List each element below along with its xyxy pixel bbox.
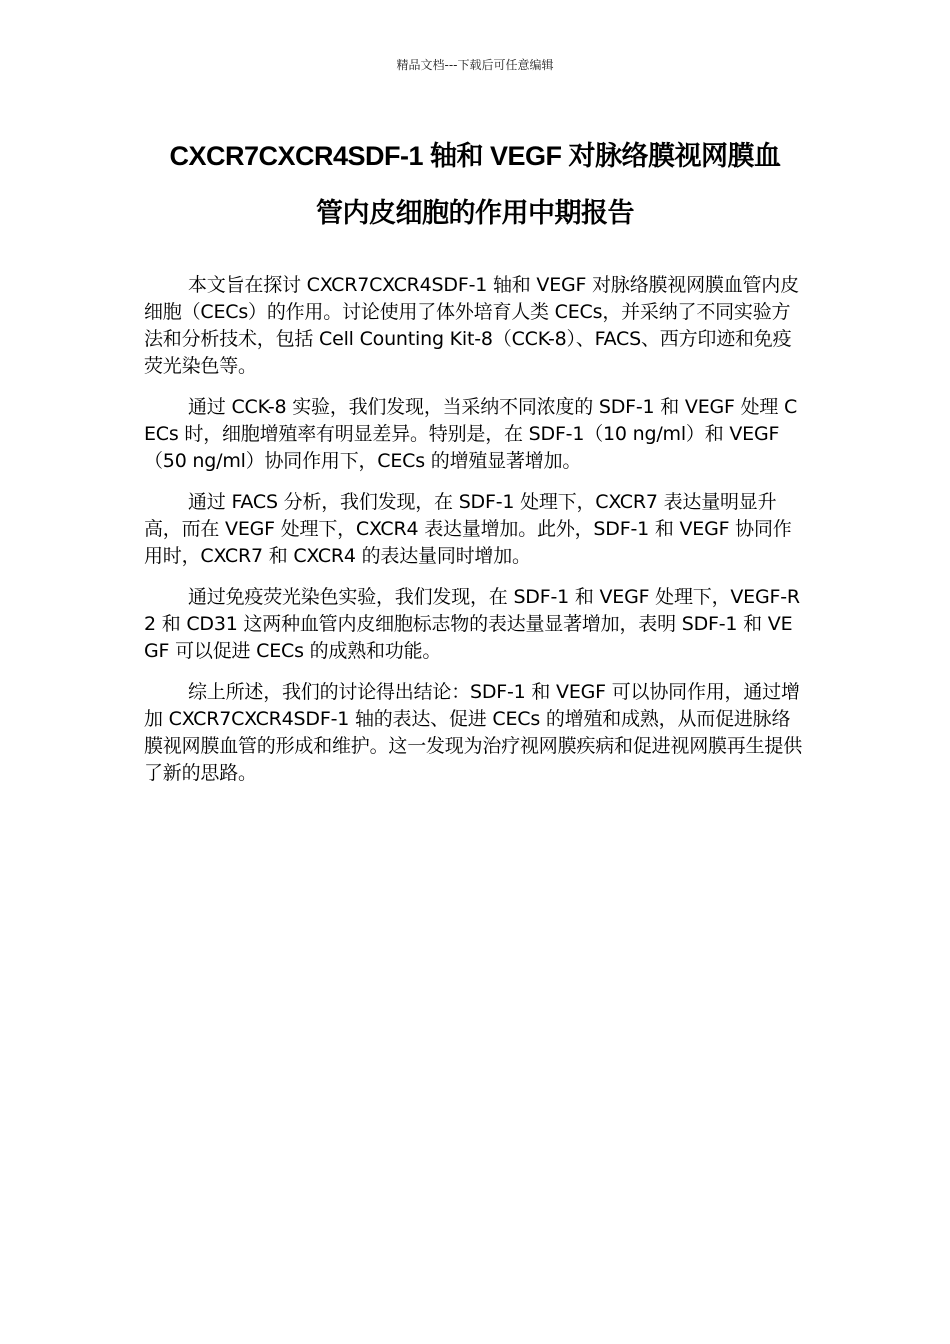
paragraph-cck8-results: 通过 CCK-8 实验，我们发现，当采纳不同浓度的 SDF-1 和 VEGF 处理 CECs 时，细胞增殖率有明显差异。特别是，在 SDF-1（10 ng/ml）和 VEGF（50 ng/ml）协同作用下，CECs 的增殖显著增加。 bbox=[144, 396, 798, 472]
document-title bbox=[110, 128, 840, 242]
paragraph-facs-results: 通过 FACS 分析，我们发现，在 SDF-1 处理下，CXCR7 表达量明显升高，而在 VEGF 处理下，CXCR4 表达量增加。此外，SDF-1 和 VEGF 协同作用时，CXCR7 和 CXCR4 的表达量同时增加。 bbox=[144, 491, 792, 567]
paragraph-immunofluorescence-results: 通过免疫荧光染色实验，我们发现，在 SDF-1 和 VEGF 处理下，VEGF-R2 和 CD31 这两种血管内皮细胞标志物的表达量显著增加，表明 SDF-1 和 VEGF 可以促进 CECs 的成熟和功能。 bbox=[144, 586, 800, 662]
document-body bbox=[144, 272, 806, 801]
document-title-line-1: CXCR7CXCR4SDF-1 轴和 VEGF 对脉络膜视网膜血 bbox=[169, 141, 781, 171]
page-header-watermark: 精品文档---下载后可任意编辑 bbox=[396, 58, 554, 72]
paragraph-introduction: 本文旨在探讨 CXCR7CXCR4SDF-1 轴和 VEGF 对脉络膜视网膜血管内皮细胞（CECs）的作用。讨论使用了体外培育人类 CECs，并采纳了不同实验方法和分析技术，包括 Cell Counting Kit-8（CCK-8）、FACS、西方印迹和免疫荧光染色等。 bbox=[144, 274, 799, 377]
document-title-line-2: 管内皮细胞的作用中期报告 bbox=[316, 198, 634, 228]
paragraph-conclusion: 综上所述，我们的讨论得出结论：SDF-1 和 VEGF 可以协同作用，通过增加 CXCR7CXCR4SDF-1 轴的表达、促进 CECs 的增殖和成熟，从而促进脉络膜视网膜血管的形成和维护。这一发现为治疗视网膜疾病和促进视网膜再生提供了新的思路。 bbox=[144, 681, 803, 784]
